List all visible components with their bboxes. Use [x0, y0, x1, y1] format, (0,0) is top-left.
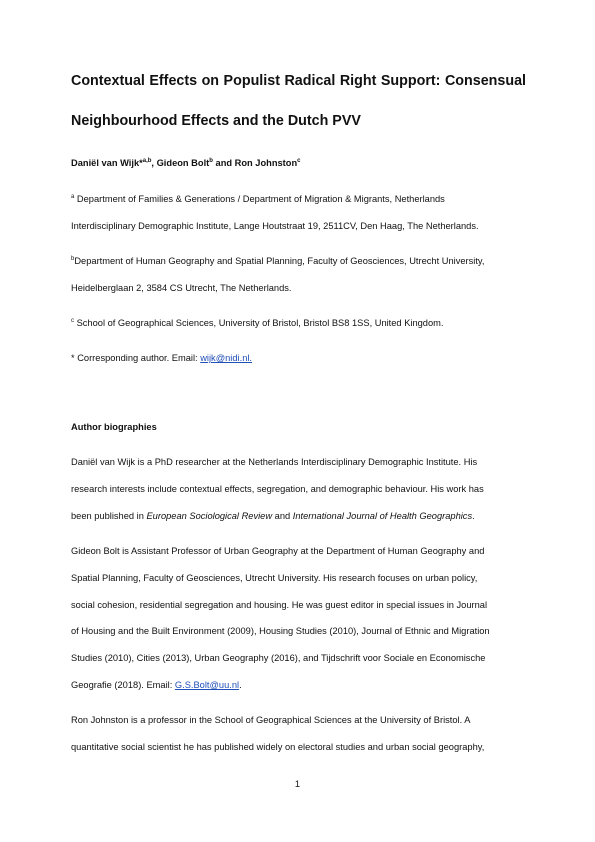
- bio-p1-text: .: [472, 511, 475, 521]
- corresponding-label: * Corresponding author. Email:: [71, 353, 201, 363]
- affiliation-mark-c: c: [71, 318, 74, 324]
- author-1-affil: a,b: [142, 158, 152, 164]
- paper-title-line-2: Neighbourhood Effects and the Dutch PVV: [71, 113, 361, 129]
- bio-p2-text: Geografie (2018). Email:: [71, 680, 175, 690]
- paper-title-line-1: Contextual Effects on Populist Radical Right Support: Consensual: [71, 73, 526, 89]
- affiliation-c-line-1: [71, 316, 531, 330]
- bio-p2-line-1: Gideon Bolt is Assistant Professor of Urban Geography at the Department of Human Geography and: [71, 546, 485, 556]
- author-2-affil: b: [209, 158, 213, 164]
- bolt-email-link[interactable]: G.S.Bolt@uu.nl: [174, 680, 240, 690]
- affiliation-b-line-1: [71, 254, 531, 268]
- corresponding-author: [71, 351, 531, 365]
- journal-name: International Journal of Health Geographics: [292, 511, 473, 521]
- affiliation-mark-a: a: [71, 194, 75, 200]
- affiliation-b-text: Department of Human Geography and Spatial Planning, Faculty of Geosciences, Utrecht University,: [74, 256, 485, 266]
- bio-heading: Author biographies: [71, 422, 157, 432]
- page-number: 1: [294, 779, 301, 789]
- author-3-affil: c: [297, 158, 301, 164]
- author-1: Daniël van Wijk*: [71, 158, 143, 168]
- journal-name: European Sociological Review: [146, 511, 273, 521]
- bio-p2-line-6: [71, 678, 531, 692]
- bio-p1-line-3: [71, 509, 531, 523]
- bio-p2-line-2: Spatial Planning, Faculty of Geosciences, Utrecht University. His research focuses on urban policy,: [71, 573, 478, 583]
- affiliation-b-line-2: Heidelberglaan 2, 3584 CS Utrecht, The Netherlands.: [71, 283, 292, 293]
- bio-p1-line-1: Daniël van Wijk is a PhD researcher at the Netherlands Interdisciplinary Demographic Institute. His: [71, 457, 478, 467]
- bio-p3-line-1: Ron Johnston is a professor in the School of Geographical Sciences at the University of Bristol. A: [71, 715, 471, 725]
- affiliation-a-line-1: [71, 192, 531, 206]
- author-separator: ,: [151, 158, 157, 168]
- bio-p2-line-5: Studies (2010), Cities (2013), Urban Geography (2016), and Tijdschrift voor Sociale en Economische: [71, 653, 486, 663]
- author-list: [71, 156, 531, 170]
- bio-p2-line-4: of Housing and the Built Environment (2009), Housing Studies (2010), Journal of Ethnic and Migration: [71, 626, 490, 636]
- affiliation-mark-b: b: [71, 256, 75, 262]
- author-2: Gideon Bolt: [156, 158, 210, 168]
- bio-p3-line-2: quantitative social scientist he has published widely on electoral studies and urban social geography,: [71, 742, 485, 752]
- bio-p2-text: .: [239, 680, 242, 690]
- affiliation-c-text: School of Geographical Sciences, University of Bristol, Bristol BS8 1SS, United Kingdom.: [74, 318, 444, 328]
- corresponding-email-link[interactable]: wijk@nidi.nl.: [200, 353, 253, 363]
- bio-p1-text: been published in: [71, 511, 147, 521]
- bio-p1-text: and: [272, 511, 293, 521]
- author-3: Ron Johnston: [234, 158, 298, 168]
- author-separator: and: [212, 158, 235, 168]
- bio-p1-line-2: research interests include contextual effects, segregation, and demographic behaviour. His work has: [71, 484, 484, 494]
- affiliation-a-line-2: Interdisciplinary Demographic Institute, Lange Houtstraat 19, 2511CV, Den Haag, The Netherlands.: [71, 221, 479, 231]
- affiliation-a-text: Department of Families & Generations / Department of Migration & Migrants, Netherlands: [74, 194, 445, 204]
- bio-p2-line-3: social cohesion, residential segregation and housing. He was guest editor in special issues in Journal: [71, 600, 488, 610]
